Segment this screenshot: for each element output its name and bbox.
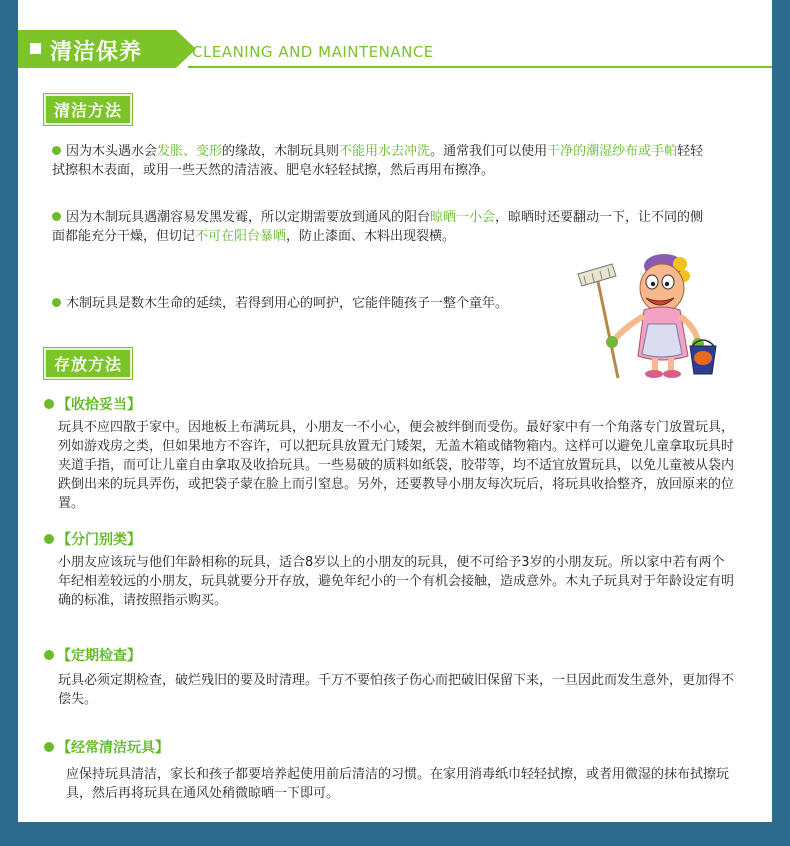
storage-title-clean-text: 【经常清洁玩具】: [57, 740, 169, 756]
body-text: ，晾晒时还要翻动一下，让不同的侧面都能充分干燥，但切记: [52, 210, 704, 244]
storage-title-tidy-text: 【收拾妥当】: [57, 397, 141, 413]
cleaning-item-1: [52, 142, 712, 180]
body-text: 轻轻拭擦积木表面，或用一些天然的清洁液、肥皂水轻轻拭擦，然后再用布擦净。: [52, 144, 704, 178]
body-text: 因为木制玩具遇潮容易发黑发霉，所以定期需要放到通风的阳台: [66, 210, 431, 225]
section-header: [18, 30, 772, 68]
bullet-dot-icon: [44, 534, 54, 544]
body-text: 木制玩具是数木生命的延续，若得到用心的呵护，它能伴随孩子一整个童年。: [66, 296, 509, 311]
highlight-text: 发胀、变形: [157, 144, 223, 159]
cleaning-item-3-text: [66, 296, 508, 311]
storage-text-clean: 应保持玩具清洁，家长和孩子都要培养起使用前后清洁的习惯。在家用消毒纸巾轻轻拭擦，或者用微湿的抹布拭擦玩具，然后再将玩具在通风处稍微晾晒一下即可。: [66, 767, 730, 801]
storage-text-sort: 小朋友应该玩与他们年龄相称的玩具，适合8岁以上的小朋友的玩具，便不可给予3岁的小朋友玩。所以家中若有两个年纪相差较远的小朋友，玩具就要分开存放，避免年纪小的一个有机会接触，造成意外。木丸子玩具对于年龄设定有明确的标准，请按照指示购买。: [58, 555, 735, 608]
cleaning-item-1-text: [52, 144, 703, 178]
cleaning-item-3: [52, 294, 592, 313]
storage-text-tidy: 玩具不应四散于家中。因地板上布满玩具，小朋友一不小心，便会被绊倒而受伤。最好家中有一个角落专门放置玩具，列如游戏房之类，但如果地方不容许，可以把玩具放置无门矮架，无盖木箱或储物箱内。这样可以避免儿童拿取玩具时夹道手指，而可让儿童自由拿取及收拾玩具。一些易破的质料如纸袋，胶带等，均不适宜放置玩具，以免儿童被从袋内跌倒出来的玩具弄伤，或把袋子蒙在脸上而引窒息。另外，还要教导小朋友每次玩后，将玩具收拾整齐，放回原来的位置。: [58, 420, 735, 511]
bullet-dot-icon: [52, 146, 61, 155]
storage-title-inspect-text: 【定期检查】: [57, 648, 141, 664]
storage-title-clean: [44, 737, 169, 757]
cleaning-item-2: [52, 208, 712, 246]
storage-title-sort: [44, 529, 141, 549]
storage-title-tidy: [44, 394, 141, 414]
highlight-text: 不能用水去冲洗: [339, 144, 431, 159]
content-panel: [18, 0, 772, 822]
body-text: 。通常我们可以使用: [430, 144, 548, 159]
bullet-dot-icon: [52, 298, 61, 307]
highlight-text: 干净的潮湿纱布或手帕: [547, 144, 678, 159]
body-text: ，防止漆面、木料出现裂横。: [286, 229, 456, 244]
storage-title-inspect: [44, 645, 141, 665]
bullet-dot-icon: [44, 742, 54, 752]
cleaning-lady-illustration: [576, 246, 726, 382]
body-text: 的缘故，木制玩具则: [222, 144, 340, 159]
storage-text-inspect: 玩具必须定期检查，破烂残旧的要及时清理。千万不要怕孩子伤心而把破旧保留下来，一旦因此而发生意外，更加得不偿失。: [58, 673, 735, 707]
bullet-dot-icon: [52, 212, 61, 221]
header-underline: [188, 66, 772, 68]
cleaning-method-tag: 清洁方法: [44, 94, 132, 125]
highlight-text: 晾晒一小会: [430, 210, 496, 225]
storage-title-sort-text: 【分门别类】: [57, 532, 141, 548]
cleaning-item-2-text: [52, 210, 703, 244]
square-icon: [30, 43, 41, 54]
highlight-text: 不可在阳台暴晒: [195, 229, 287, 244]
header-title-en: CLEANING AND MAINTENANCE: [192, 43, 434, 61]
storage-method-tag: 存放方法: [44, 348, 132, 379]
bullet-dot-icon: [44, 650, 54, 660]
body-text: 因为木头遇水会: [66, 144, 158, 159]
header-title-zh: 清洁保养: [50, 40, 143, 65]
bullet-dot-icon: [44, 399, 54, 409]
